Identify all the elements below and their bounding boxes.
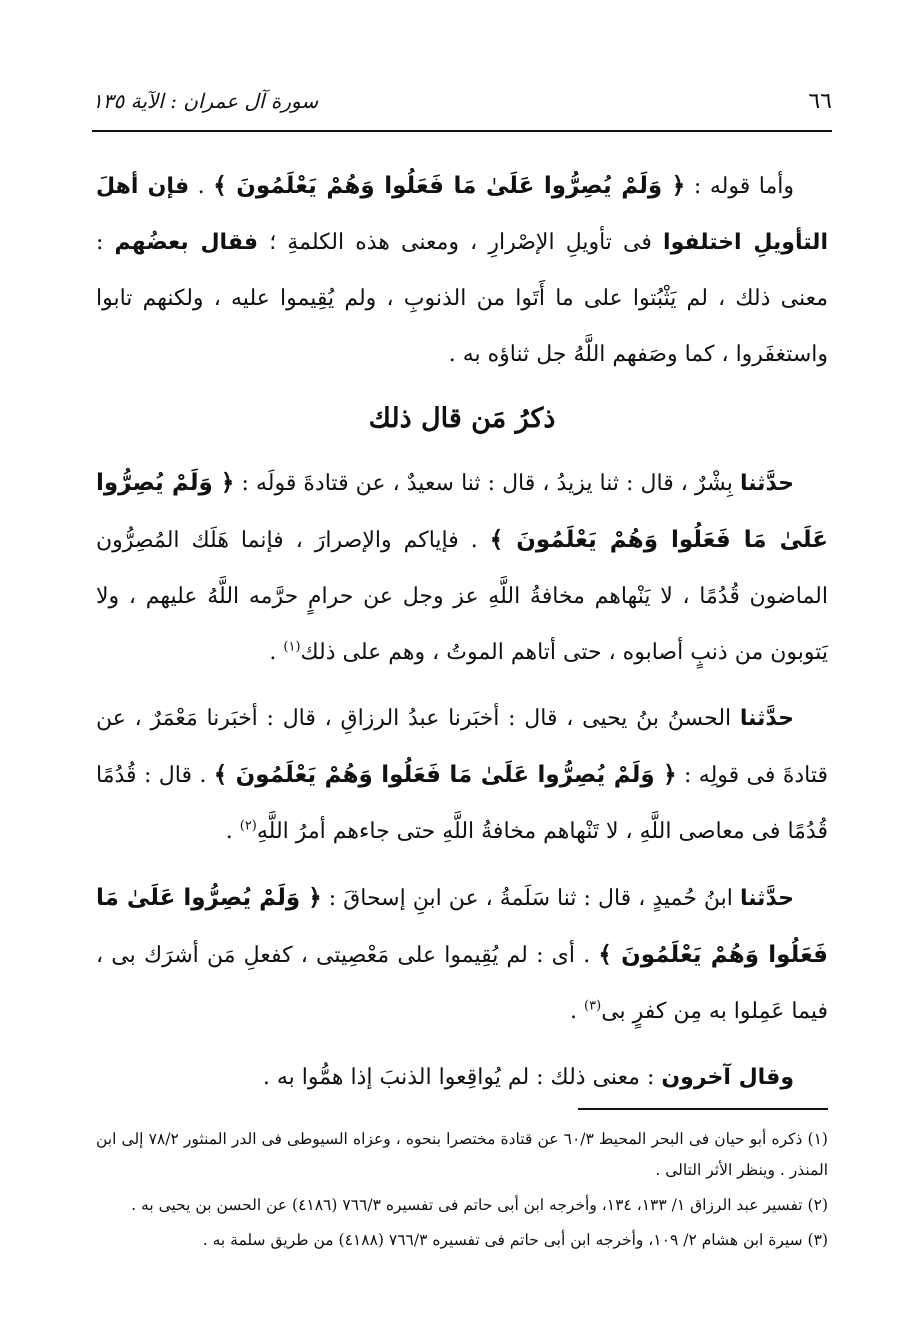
footnote-3: (٣) سيرة ابن هشام ٢/ ١٠٩، وأخرجه ابن أبى حاتم فى تفسيره ٧٦٦/٣ (٤١٨٨) من طريق سلمة به . bbox=[202, 1231, 828, 1249]
footnotes bbox=[96, 1124, 828, 1260]
quran-quote: ﴿ وَلَمْ يُصِرُّوا عَلَىٰ مَا فَعَلُوا وَهُمْ يَعْلَمُونَ ﴾ bbox=[96, 470, 828, 553]
paragraph-4: حدَّثنا ابنُ حُميدٍ ، قال : ثنا سَلَمةُ ، عن ابنِ إسحاقَ : ﴿ وَلَمْ يُصِرُّوا عَلَىٰ مَا فَعَلُوا وَهُمْ يَعْلَمُونَ ﴾ . أى : لم يُقِيموا على مَعْصِيتى ، كفعلِ مَن أشرَك بى ، فيما عَمِلوا به مِن كفرٍ بى$^{(٣)}$ . bbox=[96, 885, 828, 1024]
paragraph-5: وقال آخرون : معنى ذلك : لم يُواقِعوا الذنبَ إذا همُّوا به . bbox=[262, 1065, 794, 1090]
header-title: سورة آل عمران : الآية ١٣٥ bbox=[92, 89, 319, 113]
running-header bbox=[92, 84, 832, 118]
quran-quote: ﴿ وَلَمْ يُصِرُّوا عَلَىٰ مَا فَعَلُوا وَهُمْ يَعْلَمُونَ ﴾ bbox=[213, 173, 686, 199]
section-heading: ذكرُ مَن قال ذلك bbox=[368, 403, 556, 434]
quran-quote: ﴿ وَلَمْ يُصِرُّوا عَلَىٰ مَا فَعَلُوا وَهُمْ يَعْلَمُونَ ﴾ bbox=[213, 762, 677, 788]
footnote-ref-3: (٣) bbox=[584, 998, 602, 1014]
header-rule bbox=[92, 130, 832, 132]
paragraph-1: وأما قوله : ﴿ وَلَمْ يُصِرُّوا عَلَىٰ مَا فَعَلُوا وَهُمْ يَعْلَمُونَ ﴾ . فإن أهلَ التأويلِ اختلفوا فى تأويلِ الإصْرارِ ، ومعنى هذه الكلمةِ ؛ فقال بعضُهم : معنى ذلك ، لم يَثْبُتوا على ما أَتَوا من الذنوبِ ، ولم يُقِيموا عليه ، ولكنهم تابوا واستغفَروا ، كما وصَفهم اللَّهُ جل ثناؤه به . bbox=[96, 173, 828, 367]
footnote-ref-2: (٢) bbox=[239, 818, 257, 834]
footnote-ref-1: (١) bbox=[283, 639, 301, 655]
footnote-2: (٢) تفسير عبد الرزاق ١/ ١٣٣، ١٣٤، وأخرجه ابن أبى حاتم فى تفسيره ٧٦٦/٣ (٤١٨٦) عن الحسن بن يحيى به . bbox=[131, 1196, 828, 1214]
footnote-1: (١) ذكره أبو حيان فى البحر المحيط ٦٠/٣ عن قتادة مختصرا بنحوه ، وعزاه السيوطى فى الدر المنثور ٧٨/٢ إلى ابن المنذر . وينظر الأثر التالى . bbox=[96, 1130, 828, 1179]
paragraph-3: حدَّثنا الحسنُ بنُ يحيى ، قال : أخبَرنا عبدُ الرزاقِ ، قال : أخبَرنا مَعْمَرٌ ، عن قتادةَ فى قولِه : ﴿ وَلَمْ يُصِرُّوا عَلَىٰ مَا فَعَلُوا وَهُمْ يَعْلَمُونَ ﴾ . قال : قُدُمًا قُدُمًا فى معاصى اللَّهِ ، لا تَنْهاهم مخافةُ اللَّهِ حتى جاءهم أمرُ اللَّهِ$^{(٢)}$ . bbox=[96, 706, 828, 844]
quran-quote: ﴿ وَلَمْ يُصِرُّوا عَلَىٰ مَا فَعَلُوا وَهُمْ يَعْلَمُونَ ﴾ bbox=[96, 885, 828, 968]
page-number: ٦٦ bbox=[808, 88, 832, 114]
main-text bbox=[96, 158, 828, 1106]
paragraph-2: حدَّثنا بِشْرٌ ، قال : ثنا يزيدُ ، قال : ثنا سعيدٌ ، عن قتادةَ قولَه : ﴿ وَلَمْ يُصِرُّوا عَلَىٰ مَا فَعَلُوا وَهُمْ يَعْلَمُونَ ﴾ . فإياكم والإصرارَ ، فإنما هَلَك المُصِرُّون الماضون قُدُمًا ، لا يَنْهاهم مخافةُ اللَّهِ عز وجل عن حرامٍ حرَّمه اللَّهُ عليهم ، ولا يَتوبون من ذنبٍ أصابوه ، حتى أتاهم الموتُ ، وهم على ذلك$^{(١)}$ . bbox=[96, 470, 828, 665]
footnote-rule bbox=[578, 1108, 828, 1110]
